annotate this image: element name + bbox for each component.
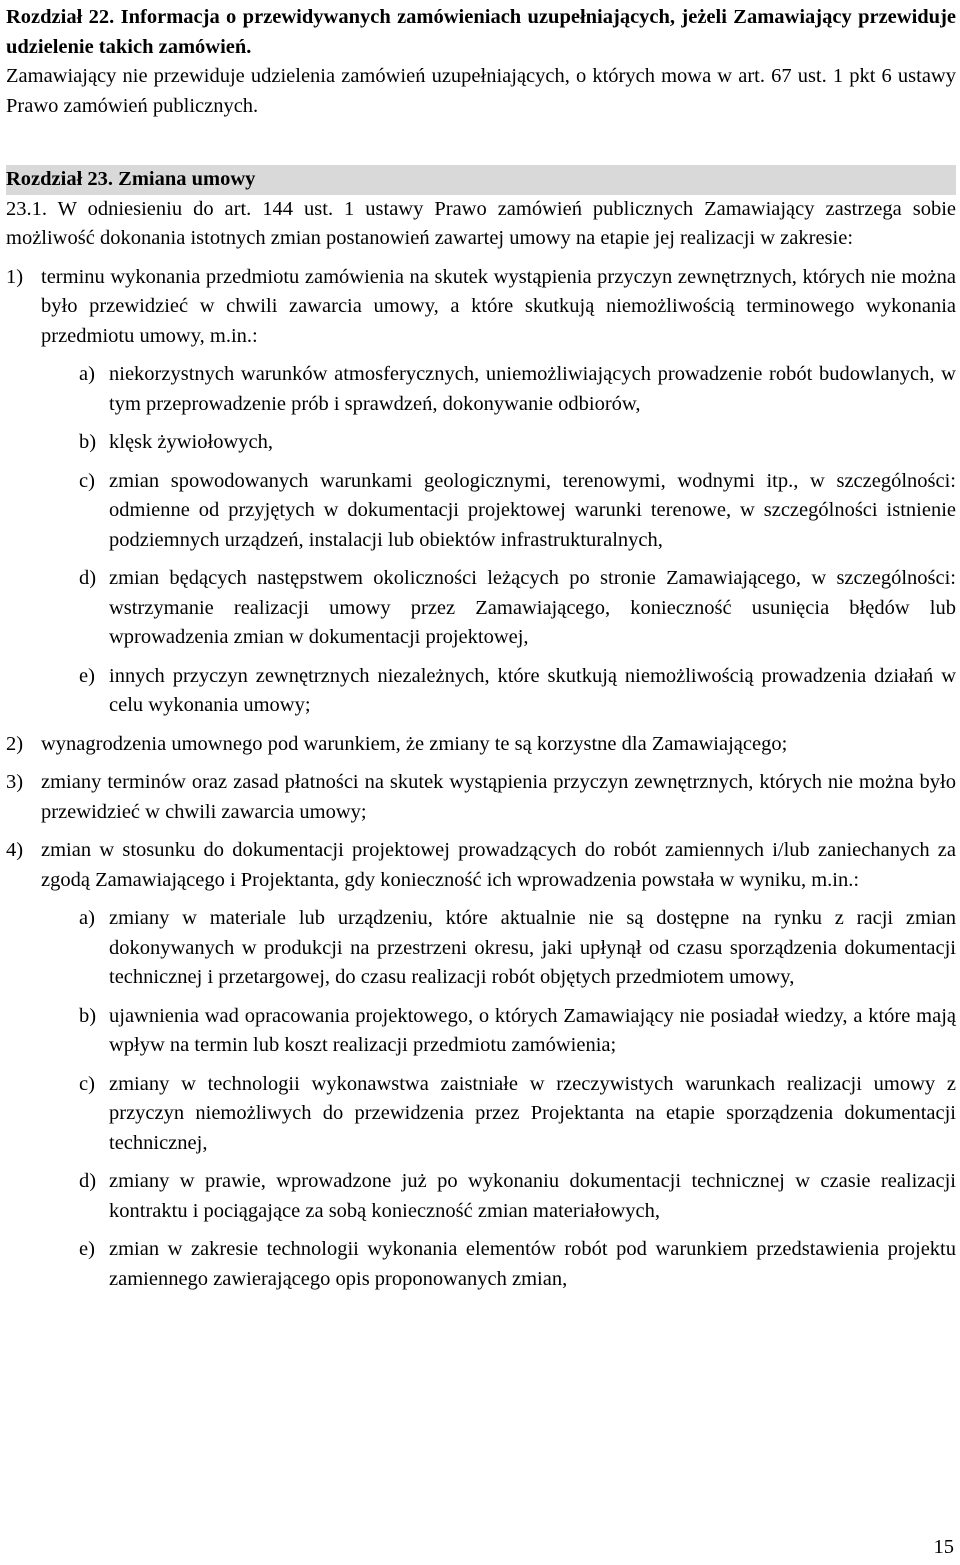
sub-marker: c) [79, 1072, 95, 1095]
sub-marker: e) [79, 664, 95, 687]
sub-item-text: zmian będących następstwem okoliczności leżących po stronie Zamawiającego, w szczególności: wstrzymanie realizacji umowy przez Zamawiającego, konieczność usunięcia błędów lub wprowadzenia zmian w dokumentacji projektowej, [109, 567, 956, 648]
sub-item-1e [79, 662, 956, 721]
sub-item-text: zmiany w materiale lub urządzeniu, które aktualnie nie są dostępne na rynku z racji zmian dokonywanych w produkcji na przestrzeni okresu, jaki upłynął od czasu sporządzenia dokumentacji technicznej i przetargowej, do czasu realizacji robót objętych przedmiotem umowy, [109, 907, 956, 988]
sub-item-4a [79, 904, 956, 993]
list-item-text: terminu wykonania przedmiotu zamówienia na skutek wystąpienia przyczyn zewnętrznych, których nie można było przewidzieć w chwili zawarcia umowy, a które skutkują niemożliwością terminowego wykonania przedmiotu umowy, m.in.: [41, 265, 956, 347]
list-item-4 [6, 836, 956, 895]
chapter22-text: Zamawiający nie przewiduje udzielenia zamówień uzupełniających, o których mowa w art. 67 ust. 1 pkt 6 ustawy Prawo zamówień publicznych. [6, 65, 956, 117]
sub-marker: c) [79, 469, 95, 492]
list-marker: 2) [6, 732, 24, 755]
sub-item-4b [79, 1002, 956, 1061]
sub-item-1d [79, 564, 956, 653]
list-item-2 [6, 730, 956, 760]
list-marker: 1) [6, 265, 24, 288]
sub-marker: a) [79, 363, 95, 385]
chapter23-heading: Rozdział 23. Zmiana umowy [6, 165, 956, 195]
sub-marker: d) [79, 567, 97, 589]
sub-item-text: zmian spowodowanych warunkami geologicznymi, terenowymi, wodnymi itp., w szczególności: odmienne od przyjętych w dokumentacji projektowej warunki terenowe, w szczególności istnienie podziemnych urządzeń, instalacji lub obiektów infrastrukturalnych, [109, 469, 956, 551]
list-item-text: zmiany terminów oraz zasad płatności na skutek wystąpienia przyczyn zewnętrznych, których nie można było przewidzieć w chwili zawarcia umowy; [41, 771, 956, 823]
sub-item-4e [79, 1235, 956, 1294]
sub-item-text: ujawnienia wad opracowania projektowego, o których Zamawiający nie posiadał wiedzy, a które mają wpływ na termin lub koszt realizacji przedmiotu zamówienia; [109, 1004, 956, 1056]
sub-item-1c [79, 467, 956, 556]
sub-item-text: innych przyczyn zewnętrznych niezależnych, które skutkują niemożliwością prowadzenia działań w celu wykonania umowy; [109, 664, 956, 716]
sub-item-4d [79, 1167, 956, 1226]
sub-item-text: niekorzystnych warunków atmosferycznych, uniemożliwiających prowadzenie robót budowlanych, w tym przeprowadzenie prób i sprawdzeń, dokonywanie odbiorów, [109, 363, 956, 415]
sub-item-1b [79, 428, 956, 458]
sub-marker: a) [79, 907, 95, 929]
list-item-3 [6, 768, 956, 827]
sub-marker: e) [79, 1238, 95, 1260]
sub-item-text: zmian w zakresie technologii wykonania elementów robót pod warunkiem przedstawienia projektu zamiennego zawierającego opis proponowanych zmian, [109, 1238, 956, 1290]
sub-marker: b) [79, 1004, 97, 1027]
sub-item-text: klęsk żywiołowych, [109, 431, 273, 453]
sub-marker: d) [79, 1170, 97, 1192]
document-page [6, 3, 956, 1294]
sub-marker: b) [79, 431, 97, 453]
list-marker: 4) [6, 839, 24, 861]
list-marker: 3) [6, 771, 24, 793]
list-item-1 [6, 263, 956, 352]
chapter23-intro: 23.1. W odniesieniu do art. 144 ust. 1 ustawy Prawo zamówień publicznych Zamawiający zastrzega sobie możliwość dokonania istotnych zmian postanowień zawartej umowy na etapie jej realizacji w zakresie: [6, 197, 956, 249]
sub-item-text: zmiany w prawie, wprowadzone już po wykonaniu dokumentacji technicznej w czasie realizacji kontraktu i pociągające za sobą konieczność zmian materiałowych, [109, 1170, 956, 1222]
list-item-text: wynagrodzenia umownego pod warunkiem, że zmiany te są korzystne dla Zamawiającego; [41, 732, 788, 755]
sub-item-text: zmiany w technologii wykonawstwa zaistniałe w rzeczywistych warunkach realizacji umowy z przyczyn niemożliwych do przewidzenia przez Projektanta na etapie sporządzenia dokumentacji technicznej, [109, 1072, 956, 1154]
sub-item-1a [79, 360, 956, 419]
list-item-text: zmian w stosunku do dokumentacji projektowej prowadzących do robót zamiennych i/lub zaniechanych za zgodą Zamawiającego i Projektanta, gdy konieczność ich wprowadzenia powstała w wyniku, m.in.: [41, 839, 956, 891]
chapter22-heading: Rozdział 22. Informacja o przewidywanych zamówieniach uzupełniających, jeżeli Zamawiający przewiduje udzielenie takich zamówień. [6, 6, 956, 58]
sub-item-4c [79, 1070, 956, 1159]
page-number: 15 [933, 1535, 954, 1558]
